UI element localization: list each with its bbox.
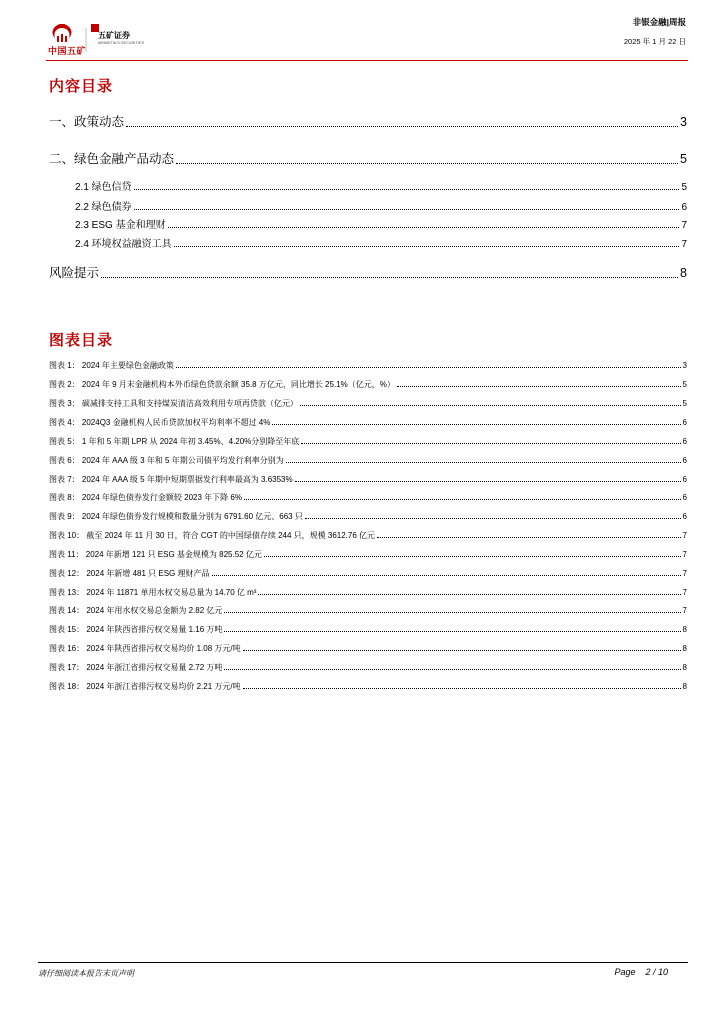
toc-entry[interactable] xyxy=(75,178,687,193)
leader-dots xyxy=(377,537,681,538)
leader-dots xyxy=(176,367,681,368)
figure-entry-label: 图表 15： 2024 年陕西省排污权交易量 1.16 万吨 xyxy=(49,625,223,634)
leader-dots xyxy=(286,462,681,463)
figure-entry[interactable] xyxy=(49,455,687,466)
toc-entry-page: 5 xyxy=(680,152,687,166)
report-type: 非银金融|周报 xyxy=(632,17,686,27)
figure-entry[interactable] xyxy=(49,605,687,616)
toc-entry[interactable] xyxy=(75,198,687,213)
toc-entry-label: 二、绿色金融产品动态 xyxy=(49,152,175,166)
leader-dots xyxy=(272,424,680,425)
figure-entry[interactable] xyxy=(49,398,687,409)
figure-entry-label: 图表 1： 2024 年主要绿色金融政策 xyxy=(49,361,174,370)
figure-entry[interactable] xyxy=(49,549,687,560)
figure-entry-page: 6 xyxy=(682,418,687,427)
figure-entry-label: 图表 14： 2024 年用水权交易总金额为 2.82 亿元 xyxy=(49,606,223,615)
leader-dots xyxy=(224,669,680,670)
figure-entry[interactable] xyxy=(49,492,687,503)
figure-entry-page: 6 xyxy=(682,437,687,446)
figure-entry[interactable] xyxy=(49,568,687,579)
footer-divider xyxy=(38,962,688,963)
figure-entry-page: 7 xyxy=(682,569,687,578)
leader-dots xyxy=(264,556,681,557)
figure-entry-page: 8 xyxy=(682,663,687,672)
figure-entry-label: 图表 6： 2024 年 AAA 级 3 年和 5 年期公司债平均发行利率分别为 xyxy=(49,456,284,465)
figure-entry-page: 6 xyxy=(682,493,687,502)
figure-entry[interactable] xyxy=(49,587,687,598)
figure-entry[interactable] xyxy=(49,417,687,428)
logo-brand-text: 五矿证券 xyxy=(98,31,130,40)
toc-entry-page: 7 xyxy=(681,239,687,250)
leader-dots xyxy=(134,189,680,190)
figure-entry-page: 8 xyxy=(682,682,687,691)
leader-dots xyxy=(101,277,678,278)
toc-entry-page: 5 xyxy=(681,182,687,193)
toc-entry-page: 7 xyxy=(681,220,687,231)
figure-entry-page: 5 xyxy=(682,399,687,408)
figure-entry-label: 图表 17： 2024 年浙江省排污权交易量 2.72 万吨 xyxy=(49,663,223,672)
toc-entry-label: 2.4 环境权益融资工具 xyxy=(75,239,172,250)
figure-entry-label: 图表 7： 2024 年 AAA 级 5 年期中短期票据发行利率最高为 3.6353% xyxy=(49,475,293,484)
figure-entry-label: 图表 9： 2024 年绿色债券发行规模和数量分别为 6791.60 亿元、663 只 xyxy=(49,512,303,521)
figure-entry-label: 图表 2： 2024 年 9 月末金融机构本外币绿色贷款余额 35.8 万亿元，同比增长 25.1%（亿元，%） xyxy=(49,380,395,389)
toc-entry[interactable] xyxy=(75,216,687,231)
report-date: 2025 年 1 月 22 日 xyxy=(623,37,686,46)
figure-entry-label: 图表 5： 1 年和 5 年期 LPR 从 2024 年初 3.45%、4.20%分别降至年底 xyxy=(49,437,300,446)
leader-dots xyxy=(305,518,681,519)
toc-entry-page: 6 xyxy=(681,202,687,213)
toc-entry-label: 风险提示 xyxy=(49,266,100,280)
figure-entry-page: 6 xyxy=(682,475,687,484)
figure-entry-label: 图表 18： 2024 年浙江省排污权交易均价 2.21 万元/吨 xyxy=(49,682,241,691)
leader-dots xyxy=(243,688,681,689)
figures-title: 图表目录 xyxy=(49,332,114,349)
leader-dots xyxy=(212,575,681,576)
toc-entry[interactable] xyxy=(49,112,687,130)
figure-entry-page: 6 xyxy=(682,512,687,521)
leader-dots xyxy=(258,594,680,595)
logo-en-text: MINMETALS SECURITIES xyxy=(98,41,145,45)
figure-entry[interactable] xyxy=(49,379,687,390)
leader-dots xyxy=(244,499,681,500)
toc-entry[interactable] xyxy=(49,263,687,281)
page-number: 2 / 10 xyxy=(645,967,668,977)
toc-entry-page: 3 xyxy=(680,115,687,129)
figure-entry-page: 7 xyxy=(682,531,687,540)
figure-entry[interactable] xyxy=(49,624,687,635)
toc-entry[interactable] xyxy=(75,235,687,250)
figure-entry-page: 7 xyxy=(682,550,687,559)
page-indicator xyxy=(614,967,668,977)
leader-dots xyxy=(301,443,680,444)
leader-dots xyxy=(126,126,678,127)
figure-entry-page: 8 xyxy=(682,644,687,653)
contents-title: 内容目录 xyxy=(49,78,114,95)
figure-entry-page: 7 xyxy=(682,588,687,597)
figure-entry-page: 5 xyxy=(682,380,687,389)
figure-entry[interactable] xyxy=(49,662,687,673)
figure-entry[interactable] xyxy=(49,436,687,447)
disclaimer-note: 请仔细阅读本报告末页声明 xyxy=(38,969,134,978)
figure-entry-page: 6 xyxy=(682,456,687,465)
leader-dots xyxy=(176,163,678,164)
figure-entry[interactable] xyxy=(49,360,687,371)
figure-entry[interactable] xyxy=(49,511,687,522)
toc-entry-label: 2.3 ESG 基金和理财 xyxy=(75,220,166,231)
leader-dots xyxy=(300,405,681,406)
page-word: Page xyxy=(614,967,636,977)
header-divider xyxy=(46,60,688,61)
toc-entry[interactable] xyxy=(49,149,687,167)
leader-dots xyxy=(295,481,681,482)
figure-entry-label: 图表 12： 2024 年新增 481 只 ESG 理财产品 xyxy=(49,569,210,578)
toc-entry-page: 8 xyxy=(680,266,687,280)
page-header xyxy=(0,0,724,70)
leader-dots xyxy=(243,650,681,651)
figure-entry-label: 图表 11： 2024 年新增 121 只 ESG 基金规模为 825.52 亿元 xyxy=(49,550,262,559)
figure-entry[interactable] xyxy=(49,474,687,485)
figure-entry-label: 图表 13： 2024 年 11871 单用水权交易总量为 14.70 亿 m³ xyxy=(49,588,257,597)
figure-entry-label: 图表 16： 2024 年陕西省排污权交易均价 1.08 万元/吨 xyxy=(49,644,241,653)
figure-entry[interactable] xyxy=(49,643,687,654)
leader-dots xyxy=(134,209,680,210)
figure-entry-label: 图表 10： 截至 2024 年 11 月 30 日，符合 CGT 的中国绿债存续 244 只，规模 3612.76 亿元 xyxy=(49,531,376,540)
leader-dots xyxy=(397,386,681,387)
logo-cn-text: 中国五矿 xyxy=(48,46,87,56)
figure-entry[interactable] xyxy=(49,530,687,541)
leader-dots xyxy=(174,246,680,247)
toc-entry-label: 一、政策动态 xyxy=(49,115,125,129)
figure-entry-label: 图表 4： 2024Q3 金融机构人民币贷款加权平均利率不超过 4% xyxy=(49,418,271,427)
figure-entry-page: 8 xyxy=(682,625,687,634)
leader-dots xyxy=(168,227,680,228)
figure-entry-label: 图表 3： 碳减排支持工具和支持煤炭清洁高效利用专项再贷款（亿元） xyxy=(49,399,298,408)
toc-entry-label: 2.2 绿色债券 xyxy=(75,202,132,213)
figure-entry[interactable] xyxy=(49,681,687,692)
leader-dots xyxy=(224,612,680,613)
figure-entry-label: 图表 8： 2024 年绿色债券发行金额较 2023 年下降 6% xyxy=(49,493,242,502)
figure-entry-page: 7 xyxy=(682,606,687,615)
toc-entry-label: 2.1 绿色信贷 xyxy=(75,182,132,193)
figure-entry-page: 3 xyxy=(682,361,687,370)
leader-dots xyxy=(224,631,680,632)
